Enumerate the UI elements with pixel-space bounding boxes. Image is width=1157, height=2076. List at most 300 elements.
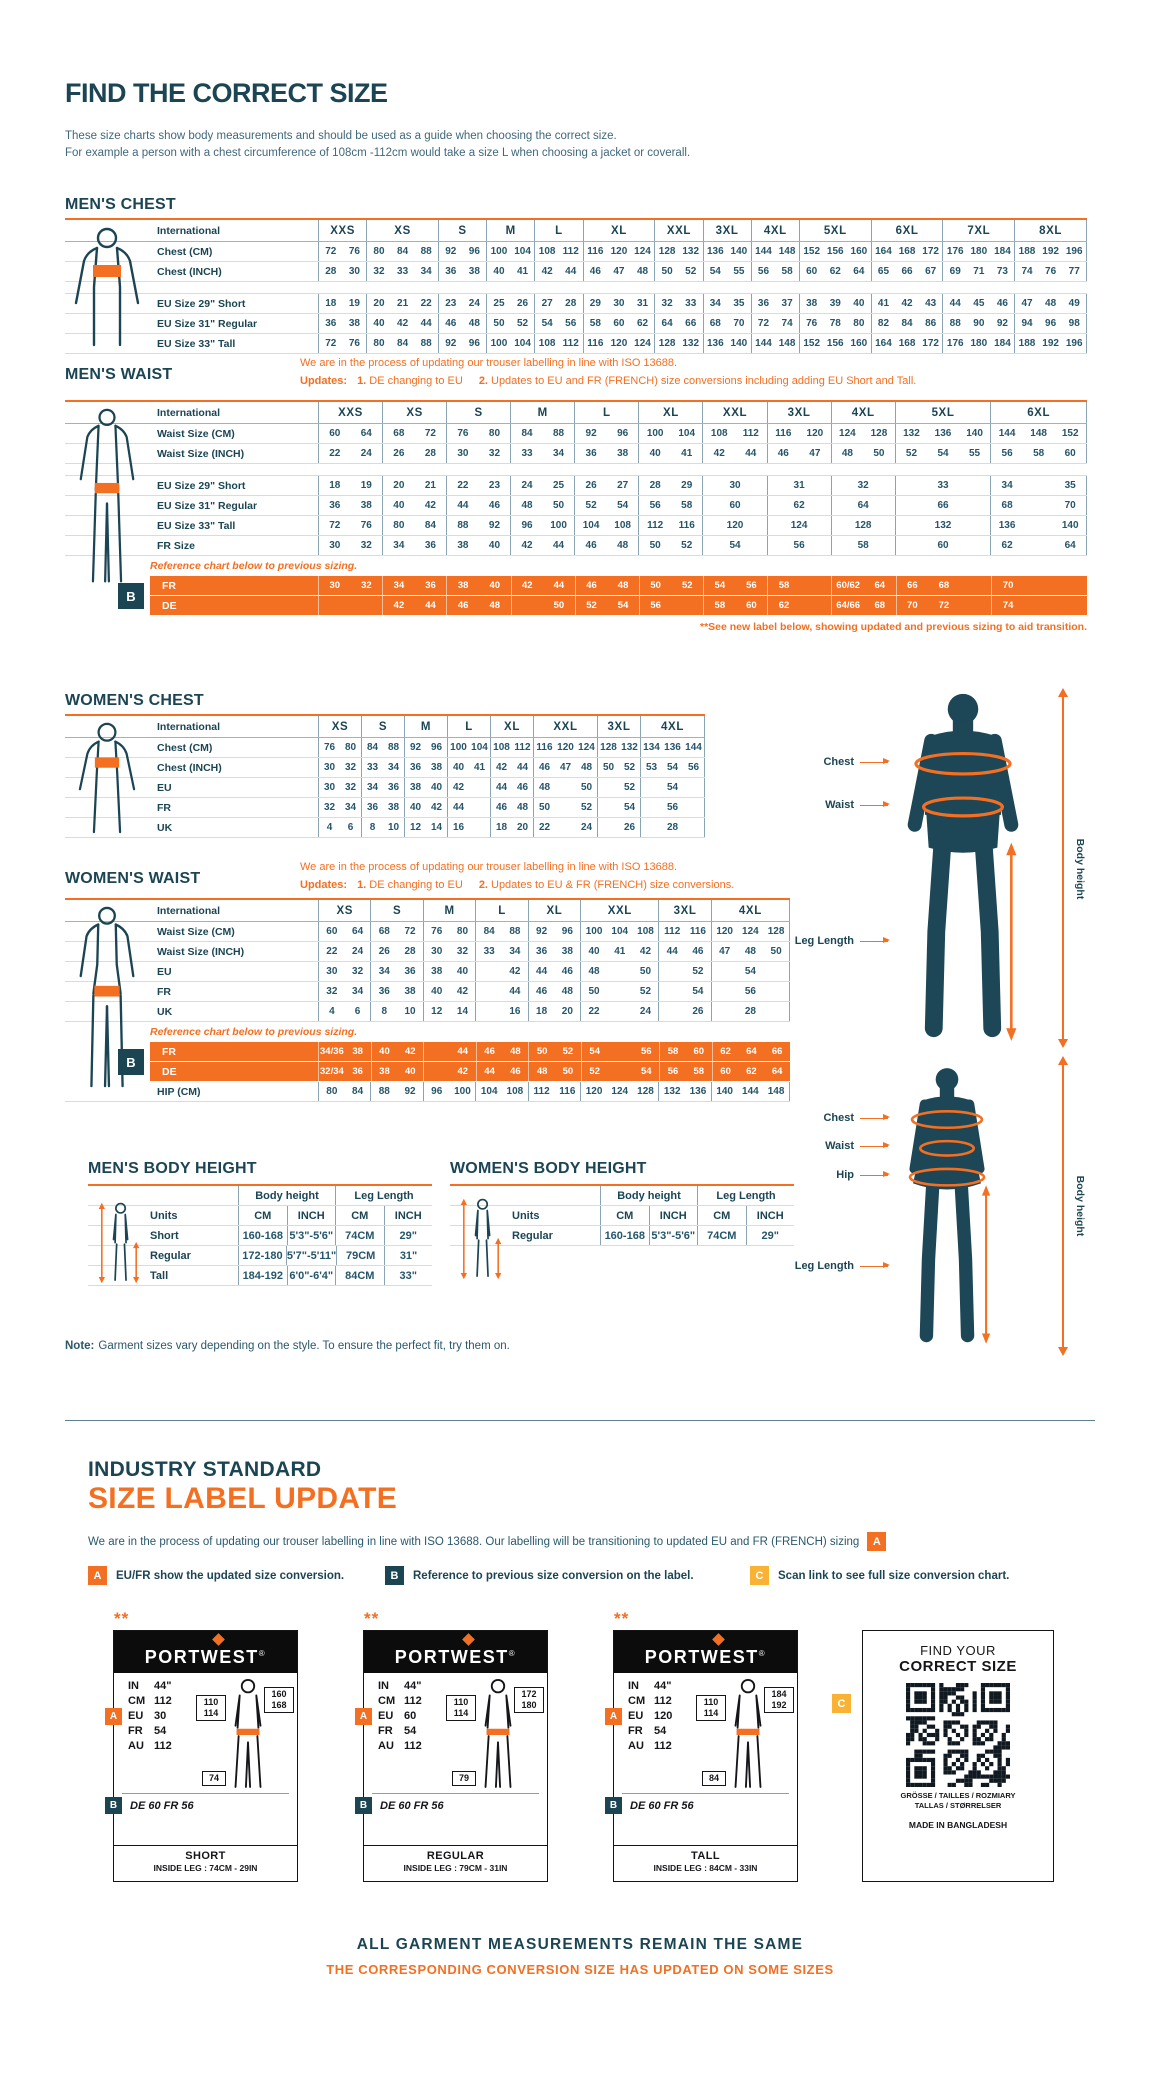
table-cell: 116 — [775, 428, 792, 439]
table-cell: 116 — [689, 926, 706, 937]
brand-diamond-icon — [212, 1633, 225, 1646]
inside-leg-text: INSIDE LEG : 84CM - 33IN — [653, 1863, 758, 1873]
mens-body-height-figure-icon — [90, 1202, 148, 1284]
table-cell: 64 — [352, 926, 364, 937]
table-cell: 42 — [424, 500, 436, 511]
table-cell: 58 — [857, 540, 869, 551]
womens-waist-heading: WOMEN'S WAIST — [65, 870, 201, 887]
size-group — [446, 596, 510, 615]
card-footer — [364, 1845, 547, 1881]
size-group — [871, 262, 943, 281]
size-group — [528, 982, 580, 1001]
table-cell: 48 — [580, 762, 593, 773]
table-cell: 66 — [937, 500, 949, 511]
table-cell: 66 — [901, 266, 913, 277]
spec-unit: EU — [128, 1710, 144, 1722]
size-group — [366, 262, 438, 281]
table-cell: 74 — [781, 318, 793, 329]
row-label: Tall — [150, 1269, 169, 1282]
table-cell: 96 — [468, 338, 480, 349]
size-group — [638, 444, 702, 463]
size-group — [423, 982, 475, 1001]
size-group — [446, 496, 510, 515]
size-group — [942, 334, 1014, 353]
asterisks: ** — [614, 1609, 630, 1628]
table-cell: 40 — [488, 540, 501, 551]
size-group — [447, 798, 490, 817]
size-group — [702, 516, 766, 535]
table-cell: 44 — [553, 580, 565, 591]
size-group — [533, 758, 597, 777]
unit-cell: INCH — [649, 1206, 698, 1225]
table-cell: 76 — [348, 246, 360, 257]
table-cell: 92 — [409, 742, 422, 753]
size-group — [423, 1082, 475, 1101]
table-cell: 84 — [483, 926, 495, 937]
table-cell: 132 — [621, 742, 638, 753]
table-cell: 140 — [1061, 520, 1079, 531]
row-label: EU Size 31" Regular — [157, 499, 258, 512]
table-cell: 44 — [495, 782, 508, 793]
row-label: EU Size 33" Tall — [157, 519, 236, 532]
table-cell: 62 — [746, 1066, 757, 1077]
table-cell: 42 — [430, 802, 443, 813]
size-column-header — [654, 220, 702, 241]
size-column-header — [597, 716, 640, 737]
table-row — [65, 798, 705, 818]
size-group — [895, 496, 991, 515]
size-label: 4XL — [763, 224, 787, 237]
update-2-text: Updates to EU and FR (FRENCH) size conversions including adding EU Short and Tall. — [491, 375, 917, 387]
size-column-header — [702, 402, 766, 423]
size-group — [318, 444, 382, 463]
table-cell: 30 — [323, 762, 336, 773]
table-cell: 14 — [456, 1006, 469, 1017]
table-cell: 84 — [424, 520, 436, 531]
table-cell: 12 — [409, 822, 422, 833]
spec-value: 112 — [154, 1740, 172, 1752]
size-group — [638, 516, 702, 535]
qr-code — [906, 1683, 1010, 1787]
size-group — [318, 516, 382, 535]
spec-value: 112 — [654, 1740, 672, 1752]
table-cell: 58 — [681, 500, 693, 511]
intro-paragraph — [65, 128, 690, 162]
size-group — [658, 1002, 710, 1021]
table-cell: 55 — [969, 448, 981, 459]
table-cell: 48 — [521, 500, 533, 511]
table-cell: 46 — [561, 966, 573, 977]
table-cell: 96 — [430, 742, 443, 753]
size-group — [366, 334, 438, 353]
table-cell: 32 — [344, 782, 357, 793]
table-cell: 52 — [681, 540, 693, 551]
table-cell: 30 — [329, 540, 341, 551]
table-cell: 176 — [946, 246, 964, 257]
card-footer — [614, 1845, 797, 1881]
measure-value: 192 — [771, 1700, 787, 1710]
size-label: M — [420, 720, 432, 733]
row-label: Waist Size (INCH) — [157, 945, 245, 958]
table-cell: 40 — [404, 1066, 416, 1077]
size-group — [574, 516, 638, 535]
spec-unit: CM — [628, 1695, 646, 1707]
table-cell: 22 — [420, 298, 432, 309]
table-cell: 33 — [397, 266, 409, 277]
size-group — [991, 576, 1087, 595]
table-cell: 24 — [352, 946, 364, 957]
table-cell: 72 — [424, 428, 436, 439]
table-cell: 54 — [666, 782, 679, 793]
table-cell: 88 — [378, 1086, 390, 1097]
size-group — [528, 962, 580, 981]
table-cell: 28 — [666, 822, 679, 833]
measure-value: 180 — [521, 1700, 537, 1710]
size-group — [703, 262, 751, 281]
table-cell: 48 — [516, 802, 529, 813]
table-cell: 84 — [901, 318, 913, 329]
size-group — [574, 424, 638, 443]
table-cell: 60 — [746, 600, 757, 611]
col-leg-length: Leg Length — [697, 1186, 794, 1205]
table-cell: 152 — [803, 338, 821, 349]
table-cell: 84CM — [335, 1266, 384, 1285]
size-group — [370, 942, 422, 961]
row-label: FR — [157, 985, 171, 998]
table-cell: 116 — [678, 520, 695, 531]
table-cell: 30 — [613, 298, 625, 309]
table-cell: 74 — [1021, 266, 1033, 277]
size-group — [438, 294, 486, 313]
table-cell: 124 — [790, 520, 808, 531]
table-cell: 72 — [938, 600, 950, 611]
table-cell: 124 — [634, 338, 651, 349]
table-cell: 34 — [1001, 480, 1013, 491]
table-cell: 5'3"-5'6" — [649, 1226, 698, 1245]
waist-measure-box — [196, 1695, 226, 1721]
table-cell: 50 — [580, 782, 593, 793]
table-row — [65, 262, 1087, 282]
column-header-international: International — [157, 224, 221, 237]
table-cell: 64 — [853, 266, 865, 277]
table-cell: 44 — [509, 986, 521, 997]
table-cell: 152 — [1061, 428, 1079, 439]
unit-cell: INCH — [746, 1206, 795, 1225]
size-spec-row — [378, 1724, 422, 1739]
leg-length-measure-label: Leg Length — [790, 1260, 888, 1272]
table-cell: 78 — [829, 318, 841, 329]
table-cell: 38 — [457, 580, 469, 591]
spec-unit: AU — [628, 1740, 644, 1752]
size-group — [1014, 262, 1087, 281]
waist-measure-box — [696, 1695, 726, 1721]
table-cell: 42 — [456, 986, 469, 997]
table-cell: 5'7"-5'11" — [286, 1246, 336, 1265]
size-group — [475, 962, 527, 981]
size-group — [767, 596, 831, 615]
table-cell: 100 — [585, 926, 603, 937]
update-1-number: 1. — [357, 879, 367, 891]
size-group — [574, 444, 638, 463]
table-cell: 12 — [431, 1006, 443, 1017]
female-measurement-diagram — [790, 1060, 1110, 1352]
arrow-right-icon — [860, 762, 888, 763]
size-group — [446, 476, 510, 495]
size-label: S — [474, 406, 483, 419]
size-label: 7XL — [967, 224, 991, 237]
size-column-header — [831, 402, 895, 423]
table-cell: 62 — [793, 500, 805, 511]
table-cell: 23 — [445, 298, 457, 309]
table-cell: 80 — [393, 520, 405, 531]
size-group — [423, 962, 475, 981]
table-cell: 55 — [733, 266, 745, 277]
size-group — [895, 444, 991, 463]
table-cell: 19 — [360, 480, 372, 491]
mens-waist-iso-note — [300, 354, 916, 390]
size-group — [370, 1082, 422, 1101]
size-group — [990, 536, 1087, 555]
size-group — [654, 242, 702, 261]
table-cell: 79CM — [336, 1246, 384, 1265]
size-group — [767, 516, 831, 535]
table-cell: 46 — [586, 580, 597, 591]
table-cell: 56 — [650, 600, 661, 611]
size-group — [751, 294, 799, 313]
size-label: M — [444, 904, 455, 917]
size-group — [438, 334, 486, 353]
table-cell: 34 — [393, 540, 405, 551]
table-cell: 116 — [536, 742, 553, 753]
table-cell: 104 — [514, 338, 531, 349]
table-cell: 120 — [585, 1086, 603, 1097]
table-cell: 184-192 — [238, 1266, 287, 1285]
chest-band-marker — [95, 757, 119, 767]
size-group — [895, 516, 991, 535]
table-cell: 140 — [730, 246, 748, 257]
size-group — [370, 962, 422, 981]
measure-value: 184 — [771, 1689, 787, 1699]
table-cell: 48 — [636, 266, 649, 277]
table-cell: 40 — [431, 986, 443, 997]
badge-b: B — [605, 1797, 622, 1814]
size-group — [318, 778, 361, 797]
size-group — [490, 778, 533, 797]
table-cell: 54 — [623, 802, 636, 813]
row-label: Regular — [512, 1229, 553, 1242]
size-group — [510, 476, 574, 495]
table-cell: 20 — [561, 1006, 573, 1017]
size-group — [534, 334, 582, 353]
previous-sizing: DE 60 FR 56 — [130, 1800, 194, 1812]
table-cell: 47 — [1021, 298, 1033, 309]
size-spec-row — [628, 1709, 672, 1724]
table-cell: 64 — [661, 318, 673, 329]
table-cell: 32 — [352, 966, 364, 977]
table-cell: 76 — [1045, 266, 1057, 277]
size-label: XS — [336, 904, 353, 917]
table-cell: 24 — [639, 1006, 652, 1017]
size-group — [703, 314, 751, 333]
size-group — [318, 962, 370, 981]
row-label: Chest (CM) — [157, 741, 213, 754]
size-group — [640, 738, 705, 757]
size-column-header — [490, 716, 533, 737]
womens-chest-heading: WOMEN'S CHEST — [65, 692, 204, 709]
table-cell: 112 — [647, 520, 664, 531]
size-group — [528, 942, 580, 961]
legend-badge-a: A — [88, 1566, 107, 1585]
col-leg-length: Leg Length — [335, 1186, 432, 1205]
table-cell: 92 — [585, 428, 597, 439]
table-cell: 68 — [1001, 500, 1013, 511]
registered-mark: ® — [508, 1649, 517, 1658]
size-group — [318, 818, 361, 837]
size-group — [361, 798, 404, 817]
table-cell: 104 — [471, 742, 488, 753]
industry-standard-heading: INDUSTRY STANDARD — [88, 1458, 322, 1481]
size-group — [534, 294, 582, 313]
table-cell: 62 — [636, 318, 649, 329]
table-cell: 46 — [692, 946, 704, 957]
registered-mark: ® — [758, 1649, 767, 1658]
table-cell: 92 — [536, 926, 548, 937]
size-group — [990, 444, 1087, 463]
table-cell: 56 — [667, 1066, 679, 1077]
table-cell: 28 — [404, 946, 416, 957]
table-footnote: **See new label below, showing updated and previous sizing to aid transition. — [700, 621, 1087, 633]
size-group — [382, 536, 446, 555]
table-row — [65, 1082, 790, 1102]
table-cell: 42 — [393, 600, 405, 611]
table-cell: 34/36 — [320, 1046, 344, 1057]
chest-measure-label: Chest — [790, 1112, 888, 1124]
table-row — [126, 576, 1087, 604]
size-group — [942, 314, 1014, 333]
table-cell: 54 — [937, 448, 949, 459]
table-cell: 22 — [538, 822, 551, 833]
legend-text: EU/FR show the updated size conversion. — [116, 1569, 345, 1582]
table-cell: 64 — [771, 1066, 783, 1077]
table-cell: 10 — [404, 1006, 416, 1017]
table-cell: 48 — [538, 782, 551, 793]
height-measure-box — [514, 1687, 544, 1713]
size-column-header — [799, 220, 871, 241]
size-group — [640, 778, 705, 797]
size-group — [703, 334, 751, 353]
table-cell: 100 — [646, 428, 664, 439]
table-cell: 20 — [393, 480, 405, 491]
size-group — [597, 818, 640, 837]
column-header-international: International — [157, 904, 221, 917]
table-cell: 100 — [454, 1086, 471, 1097]
table-cell: 60 — [806, 266, 818, 277]
table-cell: 50 — [770, 946, 782, 957]
table-cell: 112 — [742, 428, 759, 439]
size-group — [447, 758, 490, 777]
size-group — [475, 982, 527, 1001]
size-group — [831, 596, 895, 615]
legend-item — [88, 1566, 344, 1585]
table-cell: 28 — [424, 448, 436, 459]
table-cell: 21 — [424, 480, 436, 491]
table-cell: 108 — [538, 338, 556, 349]
table-cell: 136 — [998, 520, 1016, 531]
badge-c: C — [832, 1694, 851, 1713]
table-cell: 172 — [922, 246, 939, 257]
size-group — [318, 334, 366, 353]
spec-value: 44" — [404, 1680, 422, 1692]
table-cell: 160 — [850, 246, 868, 257]
table-cell: 46 — [516, 782, 529, 793]
table-cell: 54 — [744, 966, 756, 977]
badge-a: A — [605, 1708, 622, 1725]
table-cell: 128 — [870, 428, 888, 439]
table-cell: 25 — [493, 298, 505, 309]
size-label: M — [505, 224, 516, 237]
size-group — [639, 576, 703, 595]
table-row — [65, 758, 705, 778]
measure-value: 114 — [203, 1708, 219, 1718]
size-group — [382, 424, 446, 443]
table-cell: 29" — [746, 1226, 795, 1245]
size-column-header — [318, 220, 366, 241]
unit-cell: CM — [238, 1206, 287, 1225]
size-group — [318, 314, 366, 333]
table-cell: 92 — [488, 520, 501, 531]
womens-chest-figure-icon — [67, 722, 147, 834]
table-cell: 36 — [425, 580, 436, 591]
row-label: EU Size 29" Short — [157, 297, 246, 310]
size-column-header — [574, 402, 638, 423]
size-column-header — [361, 716, 404, 737]
table-cell: 33 — [521, 448, 533, 459]
table-cell: 40 — [373, 318, 385, 329]
table-cell: 136 — [689, 1086, 707, 1097]
table-cell: 160 — [850, 338, 868, 349]
size-label: 3XL — [673, 904, 697, 917]
size-group — [712, 1042, 790, 1061]
table-cell: 44 — [457, 500, 469, 511]
table-gap — [65, 282, 1087, 294]
table-cell: 50 — [649, 540, 661, 551]
unit-cell: INCH — [287, 1206, 336, 1225]
hip-measure-label: Hip — [790, 1169, 888, 1181]
table-cell: 56 — [1001, 448, 1013, 459]
table-cell: 54 — [692, 986, 704, 997]
table-cell: 6'0"-6'4" — [287, 1266, 336, 1285]
size-group — [366, 314, 438, 333]
size-group — [639, 596, 703, 615]
table-cell: 56 — [744, 986, 756, 997]
size-label: 4XL — [738, 904, 762, 917]
table-cell: 54 — [709, 266, 721, 277]
size-group — [658, 962, 710, 981]
size-group — [423, 1002, 475, 1021]
size-column-header — [767, 402, 831, 423]
waist-measure-label: Waist — [790, 1140, 888, 1152]
size-group — [382, 596, 446, 615]
size-group — [528, 1062, 581, 1081]
arrow-right-icon — [860, 1266, 888, 1267]
table-cell: 26 — [623, 822, 636, 833]
table-cell: 144 — [755, 338, 772, 349]
table-cell: 76 — [360, 520, 372, 531]
table-cell: 27 — [541, 298, 553, 309]
table-cell: 42 — [509, 966, 521, 977]
arrow-right-icon — [860, 805, 888, 806]
table-cell: 52 — [562, 1046, 574, 1057]
